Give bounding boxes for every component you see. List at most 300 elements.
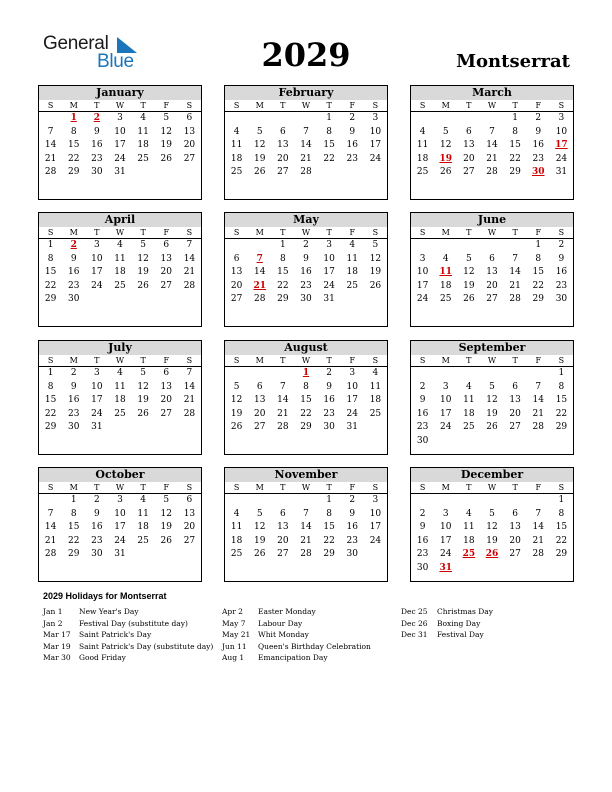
empty-day — [178, 548, 201, 562]
weekday-label: M — [255, 101, 264, 110]
week-row — [39, 293, 201, 307]
empty-day — [248, 239, 271, 253]
day: 17 — [91, 395, 103, 406]
empty-day — [480, 562, 503, 576]
weekday-label: W — [115, 483, 125, 492]
day: 20 — [486, 280, 498, 291]
day: 24 — [114, 535, 126, 546]
day: 1 — [279, 240, 286, 250]
day: 4 — [419, 126, 426, 137]
day: 14 — [44, 140, 57, 151]
month-title: February — [225, 86, 387, 100]
day: 24 — [323, 280, 335, 291]
day: 18 — [114, 267, 126, 278]
weekday-label: T — [280, 101, 286, 110]
empty-day — [364, 548, 387, 562]
empty-day — [294, 494, 317, 508]
day: 25 — [137, 535, 149, 546]
month-6 — [38, 340, 202, 455]
holiday-item — [401, 618, 493, 630]
empty-day — [457, 367, 480, 381]
day: 3 — [117, 113, 123, 123]
day: 13 — [463, 140, 475, 151]
day: 26 — [253, 167, 266, 178]
empty-day — [457, 494, 480, 508]
weekday-label: T — [280, 483, 286, 492]
empty-day — [411, 494, 434, 508]
day: 10 — [416, 267, 429, 278]
day: 3 — [93, 368, 100, 378]
weekday-header — [39, 482, 201, 494]
day: 4 — [349, 240, 356, 250]
day: 20 — [230, 280, 243, 291]
day: 1 — [535, 240, 542, 250]
day: 7 — [303, 126, 309, 137]
month-8 — [410, 340, 574, 455]
day: 24 — [346, 408, 358, 419]
day: 17 — [439, 535, 452, 546]
day: 9 — [70, 253, 77, 264]
day: 14 — [486, 140, 498, 151]
empty-day — [457, 435, 480, 449]
day: 22 — [67, 535, 80, 546]
weekday-label: M — [69, 483, 78, 492]
day: 11 — [230, 140, 243, 151]
day: 2 — [93, 495, 100, 505]
empty-day — [39, 494, 62, 508]
day: 26 — [369, 280, 382, 291]
empty-day — [271, 367, 294, 381]
day: 31 — [555, 167, 568, 178]
day: 30 — [416, 562, 429, 573]
day: 27 — [253, 422, 266, 433]
week-row — [39, 126, 201, 140]
weekday-label: M — [69, 356, 78, 365]
day: 3 — [558, 113, 565, 123]
day: 9 — [419, 395, 426, 406]
day: 28 — [532, 549, 544, 560]
day: 19 — [160, 522, 172, 533]
day: 2 — [326, 368, 332, 378]
day: 9 — [326, 381, 332, 392]
day: 21 — [44, 535, 57, 546]
empty-day — [480, 367, 503, 381]
holiday-item — [43, 606, 213, 618]
day: 17 — [346, 395, 358, 406]
day: 10 — [369, 508, 382, 519]
day: 23 — [416, 549, 429, 560]
day: 27 — [160, 408, 172, 419]
day: 13 — [160, 381, 172, 392]
holiday-day: 19 — [439, 153, 452, 164]
weekday-label: S — [372, 228, 379, 237]
weekday-header — [411, 100, 573, 112]
weekday-label: M — [441, 228, 450, 237]
day: 18 — [369, 395, 382, 406]
day: 25 — [416, 167, 429, 178]
weekday-label: S — [558, 356, 565, 365]
holiday-day: 1 — [70, 113, 77, 123]
day: 20 — [277, 535, 289, 546]
weekday-label: M — [255, 356, 264, 365]
day: 15 — [67, 522, 80, 533]
week-row — [225, 381, 387, 395]
week-row — [39, 153, 201, 167]
day: 4 — [140, 113, 146, 123]
week-row — [411, 421, 573, 435]
week-row — [225, 408, 387, 422]
day: 20 — [277, 153, 289, 164]
day: 30 — [300, 294, 312, 305]
day: 5 — [233, 381, 240, 392]
month-title: July — [39, 341, 201, 355]
day: 29 — [555, 422, 568, 433]
empty-day — [108, 421, 131, 435]
weekday-header — [411, 355, 573, 367]
weekday-label: M — [441, 101, 450, 110]
empty-day — [364, 421, 387, 435]
holiday-name: Whit Monday — [258, 630, 309, 639]
week-row — [411, 381, 573, 395]
day: 25 — [114, 408, 126, 419]
day: 31 — [114, 549, 126, 560]
holiday-date: Dec 31 — [401, 630, 428, 639]
day: 29 — [44, 294, 57, 305]
week-row — [411, 508, 573, 522]
weekday-label: T — [512, 101, 518, 110]
day: 8 — [47, 253, 54, 264]
day: 5 — [489, 381, 495, 392]
empty-day — [178, 421, 201, 435]
weekday-label: W — [115, 228, 125, 237]
weekday-label: M — [441, 356, 450, 365]
day: 14 — [532, 522, 544, 533]
empty-day — [527, 367, 550, 381]
day: 24 — [439, 422, 452, 433]
day: 18 — [346, 267, 358, 278]
week-row — [411, 535, 573, 549]
day: 26 — [137, 280, 149, 291]
day: 2 — [535, 113, 542, 123]
weekday-label: S — [419, 356, 426, 365]
day: 26 — [160, 535, 172, 546]
day: 19 — [253, 153, 266, 164]
day: 22 — [323, 535, 335, 546]
holiday-column — [43, 606, 213, 664]
month-title: August — [225, 341, 387, 355]
holiday-name: Labour Day — [258, 618, 303, 628]
day: 24 — [416, 294, 429, 305]
day: 15 — [323, 140, 335, 151]
day: 8 — [535, 253, 542, 264]
day: 18 — [463, 535, 475, 546]
holiday-date: Jan 2 — [43, 618, 63, 628]
weekday-label: M — [255, 483, 264, 492]
day: 13 — [160, 253, 172, 264]
day: 12 — [137, 253, 149, 264]
day: 3 — [349, 368, 356, 378]
day: 28 — [44, 167, 57, 178]
weekday-label: S — [558, 483, 565, 492]
logo-text-general: General — [43, 33, 109, 54]
day: 12 — [230, 395, 243, 406]
day: 7 — [279, 381, 286, 392]
week-row — [411, 139, 573, 153]
day: 10 — [91, 381, 103, 392]
day: 29 — [323, 549, 335, 560]
day: 17 — [369, 522, 382, 533]
day: 19 — [137, 395, 149, 406]
day: 29 — [67, 549, 80, 560]
holiday-name: Festival Day (substitute day) — [79, 618, 188, 628]
day: 5 — [140, 368, 146, 378]
day: 1 — [70, 495, 77, 505]
day: 30 — [323, 422, 335, 433]
day: 25 — [137, 153, 149, 164]
month-title: October — [39, 468, 201, 482]
day: 10 — [439, 395, 452, 406]
week-row — [39, 166, 201, 180]
day: 21 — [532, 535, 544, 546]
week-row — [39, 394, 201, 408]
holiday-day: 11 — [439, 267, 452, 278]
week-row — [225, 293, 387, 307]
empty-day — [85, 293, 108, 307]
weekday-header — [225, 482, 387, 494]
weekday-label: T — [466, 483, 472, 492]
week-row — [411, 548, 573, 562]
day: 20 — [463, 153, 475, 164]
holiday-date: Aug 1 — [222, 653, 245, 662]
day: 13 — [230, 267, 243, 278]
empty-day — [248, 367, 271, 381]
day: 8 — [70, 126, 77, 137]
holiday-name: Good Friday — [79, 653, 126, 662]
weekday-label: F — [535, 356, 542, 365]
day: 14 — [509, 267, 521, 278]
weekday-label: T — [140, 101, 146, 110]
day: 12 — [253, 140, 266, 151]
day: 24 — [91, 408, 103, 419]
day: 10 — [555, 126, 568, 137]
day: 24 — [439, 549, 452, 560]
weekday-header — [39, 355, 201, 367]
month-title: March — [411, 86, 573, 100]
day: 26 — [160, 153, 172, 164]
day: 8 — [303, 381, 309, 392]
day: 11 — [369, 381, 382, 392]
weekday-label: T — [326, 228, 332, 237]
day: 3 — [372, 495, 379, 505]
week-row — [225, 126, 387, 140]
week-row — [411, 153, 573, 167]
day: 11 — [114, 253, 126, 264]
day: 3 — [419, 253, 426, 264]
day: 21 — [486, 153, 498, 164]
day: 11 — [137, 508, 149, 519]
empty-day — [504, 562, 527, 576]
weekday-label: T — [140, 483, 146, 492]
logo-text-blue: Blue — [97, 51, 134, 72]
day: 13 — [277, 522, 289, 533]
day: 5 — [163, 113, 170, 123]
weekday-label: S — [372, 483, 379, 492]
day: 25 — [369, 408, 382, 419]
day: 4 — [465, 508, 472, 519]
day: 26 — [463, 294, 475, 305]
month-5 — [410, 212, 574, 327]
day: 22 — [44, 280, 57, 291]
day: 10 — [346, 381, 358, 392]
day: 27 — [277, 549, 289, 560]
day: 21 — [183, 395, 196, 406]
day: 5 — [442, 126, 449, 137]
week-row — [39, 266, 201, 280]
day: 29 — [44, 422, 57, 433]
day: 10 — [91, 253, 103, 264]
day: 7 — [535, 508, 542, 519]
day: 11 — [137, 126, 149, 137]
empty-day — [434, 435, 457, 449]
weekday-label: S — [558, 228, 565, 237]
week-row — [39, 421, 201, 435]
day: 1 — [558, 495, 565, 505]
holiday-date: Jun 11 — [222, 641, 247, 651]
weekday-label: F — [535, 101, 542, 110]
day: 19 — [137, 267, 149, 278]
empty-day — [225, 239, 248, 253]
day: 4 — [233, 126, 240, 137]
empty-day — [550, 562, 573, 576]
weekday-label: F — [349, 483, 356, 492]
day: 21 — [183, 267, 196, 278]
day: 1 — [47, 368, 54, 378]
holiday-name: Festival Day — [437, 630, 484, 639]
weekday-label: W — [301, 228, 311, 237]
day: 27 — [230, 294, 243, 305]
empty-day — [341, 293, 364, 307]
day: 16 — [323, 395, 335, 406]
weekday-header — [411, 227, 573, 239]
day: 16 — [300, 267, 312, 278]
day: 10 — [439, 522, 452, 533]
day: 22 — [44, 408, 57, 419]
day: 9 — [93, 508, 100, 519]
day: 6 — [256, 381, 263, 392]
day: 21 — [300, 153, 312, 164]
weekday-label: S — [47, 228, 54, 237]
empty-day — [364, 166, 387, 180]
day: 7 — [512, 253, 518, 264]
day: 23 — [91, 153, 103, 164]
day: 2 — [349, 495, 356, 505]
day: 3 — [117, 495, 123, 505]
weekday-label: T — [94, 483, 100, 492]
day: 5 — [489, 508, 495, 519]
day: 17 — [114, 522, 126, 533]
day: 25 — [439, 294, 452, 305]
holiday-item — [222, 652, 371, 664]
day: 4 — [465, 381, 472, 392]
day: 17 — [323, 267, 335, 278]
week-row — [411, 562, 573, 576]
day: 11 — [346, 253, 358, 264]
day: 16 — [346, 522, 358, 533]
day: 23 — [323, 408, 335, 419]
day: 10 — [369, 126, 382, 137]
month-2 — [410, 85, 574, 200]
empty-day — [155, 421, 178, 435]
day: 5 — [256, 508, 263, 519]
day: 23 — [67, 408, 80, 419]
day: 6 — [465, 126, 472, 137]
empty-day — [480, 239, 503, 253]
day: 12 — [137, 381, 149, 392]
empty-day — [480, 494, 503, 508]
weekday-label: S — [47, 356, 54, 365]
empty-day — [225, 112, 248, 126]
weekday-label: S — [47, 483, 54, 492]
weekday-label: F — [535, 483, 542, 492]
day: 29 — [509, 167, 521, 178]
day: 14 — [300, 522, 312, 533]
day: 28 — [277, 422, 289, 433]
empty-day — [248, 494, 271, 508]
day: 10 — [323, 253, 335, 264]
day: 25 — [230, 167, 243, 178]
day: 11 — [463, 522, 475, 533]
weekday-label: S — [233, 228, 240, 237]
weekday-label: T — [280, 356, 286, 365]
empty-day — [457, 112, 480, 126]
day: 5 — [372, 240, 379, 250]
day: 8 — [558, 508, 565, 519]
day: 7 — [303, 508, 309, 519]
day: 11 — [463, 395, 475, 406]
day: 6 — [186, 495, 193, 505]
day: 24 — [114, 153, 126, 164]
day: 1 — [558, 368, 565, 378]
weekday-label: M — [255, 228, 264, 237]
day: 7 — [489, 126, 495, 137]
weekday-label: T — [140, 228, 146, 237]
weekday-label: M — [69, 101, 78, 110]
day: 30 — [416, 435, 429, 446]
empty-day — [527, 562, 550, 576]
day: 8 — [558, 381, 565, 392]
empty-day — [411, 367, 434, 381]
day: 24 — [369, 153, 382, 164]
day: 4 — [140, 495, 146, 505]
day: 30 — [555, 294, 568, 305]
day: 25 — [230, 549, 243, 560]
day: 15 — [555, 522, 568, 533]
day: 11 — [416, 140, 429, 151]
day: 17 — [114, 140, 126, 151]
week-row — [39, 521, 201, 535]
week-row — [411, 367, 573, 381]
day: 6 — [163, 368, 170, 378]
day: 13 — [486, 267, 498, 278]
day: 17 — [439, 408, 452, 419]
empty-day — [480, 112, 503, 126]
day: 12 — [486, 522, 498, 533]
week-row — [225, 280, 387, 294]
day: 23 — [67, 280, 80, 291]
week-row — [411, 126, 573, 140]
day: 18 — [230, 535, 243, 546]
day: 15 — [67, 140, 80, 151]
